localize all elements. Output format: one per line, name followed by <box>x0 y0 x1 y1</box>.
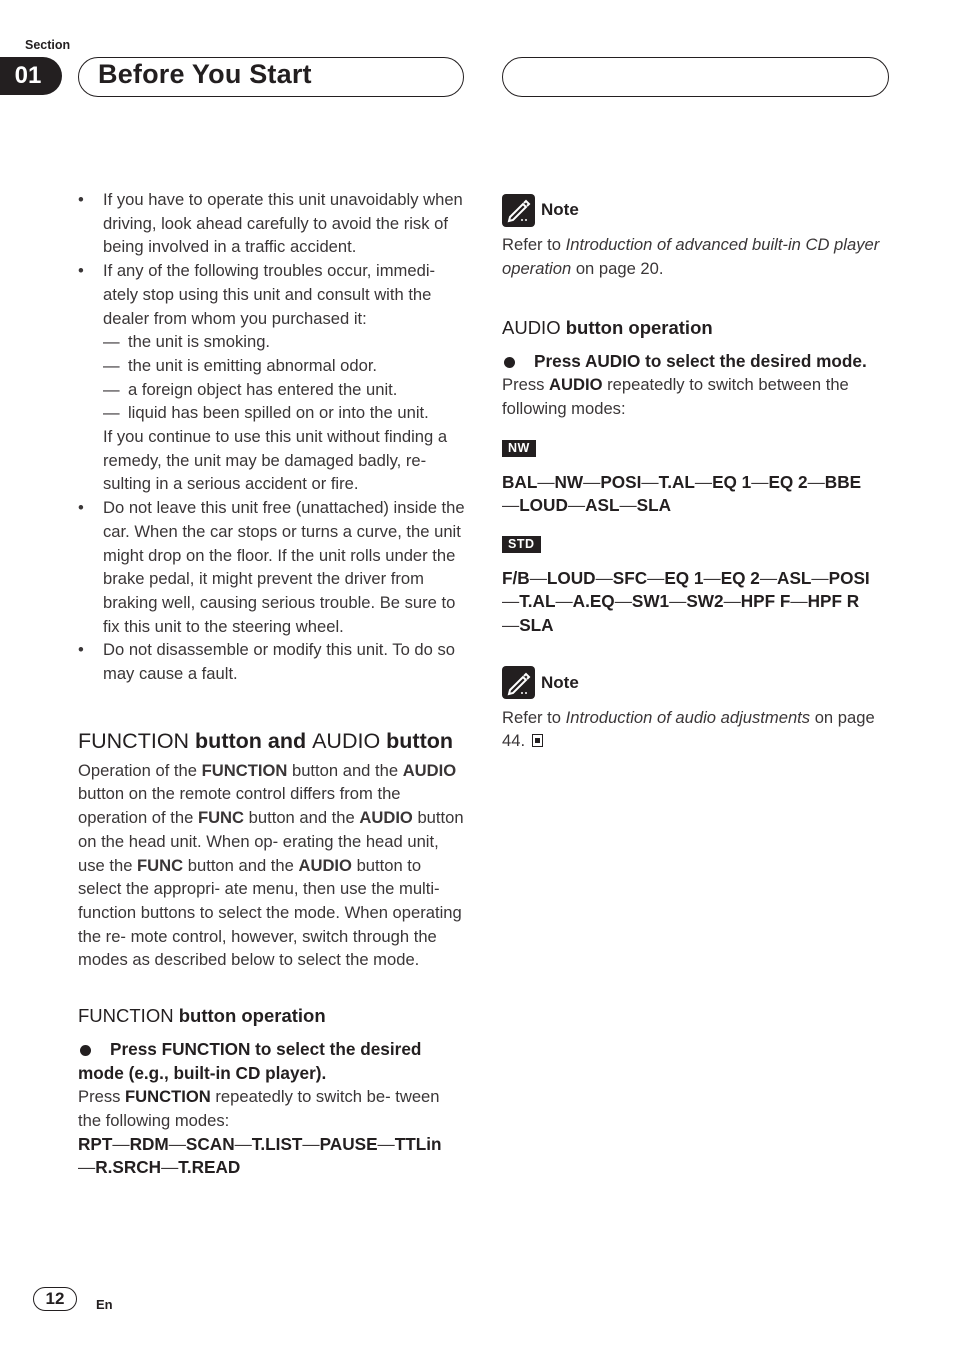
heading-key: AUDIO <box>502 317 561 339</box>
text: Press <box>78 1087 126 1107</box>
note-header <box>502 193 892 227</box>
dash-item <box>103 401 466 425</box>
mode-item: SFC <box>612 567 648 588</box>
mode-item: BAL <box>502 471 538 492</box>
mode-item: POSI <box>828 567 870 588</box>
mode-item: T.LIST <box>251 1133 303 1154</box>
note-label: Note <box>541 200 579 220</box>
mode-separator: — <box>790 591 808 612</box>
nw-tag-row <box>502 435 892 459</box>
left-column <box>78 188 466 1180</box>
keyword: AUDIO <box>549 375 603 395</box>
mode-item: T.AL <box>519 591 556 612</box>
note-text <box>502 233 892 280</box>
mode-separator: — <box>759 567 778 588</box>
mode-item: ASL <box>777 567 812 588</box>
dash-item <box>103 378 466 402</box>
mode-separator: — <box>641 471 659 492</box>
list-item <box>78 259 466 496</box>
keyword: AUDIO <box>359 808 413 828</box>
mode-item: EQ 1 <box>712 471 752 492</box>
note-text <box>502 706 892 753</box>
mode-item: EQ 2 <box>768 471 808 492</box>
mode-separator: — <box>502 495 520 516</box>
mode-item: RPT <box>78 1133 113 1154</box>
mode-item: LOUD <box>546 567 596 588</box>
keyword: FUNC <box>197 808 245 828</box>
text: button and the <box>183 855 299 875</box>
heading-text: button <box>380 728 453 753</box>
dash-item <box>103 330 466 354</box>
text: Refer to <box>502 235 566 254</box>
mode-item: POSI <box>600 471 642 492</box>
audio-step <box>502 349 892 373</box>
page-title: Before You Start <box>98 59 312 89</box>
text: repeatedly to switch between the following modes: <box>502 375 849 419</box>
dash-mark: — <box>103 332 120 352</box>
note-header <box>502 666 892 700</box>
mode-item: F/B <box>502 567 530 588</box>
heading-key: FUNCTION <box>78 1005 174 1027</box>
mode-item: SLA <box>519 615 554 636</box>
mode-item: LOUD <box>519 495 568 516</box>
text: button on the head unit. When op- erating the head unit, use the <box>78 808 464 875</box>
mode-separator: — <box>647 567 665 588</box>
mode-item: SW2 <box>686 591 724 612</box>
mode-item: T.AL <box>658 471 695 492</box>
dash-mark: — <box>103 355 120 375</box>
language-label: En <box>96 1297 113 1312</box>
mode-separator: — <box>502 615 520 636</box>
dash-mark: — <box>103 403 120 423</box>
text: on page 20. <box>571 258 664 278</box>
step-text: Press AUDIO to select the desired mode. <box>534 351 867 372</box>
list-item-text: If any of the following troubles occur, immedi- ately stop using this unit and consult with the dealer from whom you purchased it: <box>103 261 436 328</box>
mode-item: HPF F <box>740 591 791 612</box>
end-mark-icon <box>532 734 543 747</box>
nw-mode-tag: NW <box>502 440 536 457</box>
text: button and the <box>244 808 360 828</box>
list-item: • Do not leave this unit free (unattached) inside the car. When the car stops or turns a curve, the unit might drop on the floor. If the unit rolls under the brake pedal, it might prevent the driver from braking well, causing serious trouble. Be sure to fix this unit to the steering wheel. <box>78 496 466 638</box>
function-description <box>78 1085 466 1132</box>
mode-separator: — <box>595 567 613 588</box>
mode-item: SLA <box>636 495 672 516</box>
pencil-note-icon <box>502 194 535 227</box>
mode-separator: — <box>751 471 769 492</box>
section-heading <box>78 727 466 755</box>
heading-text: button operation <box>173 1005 326 1027</box>
mode-item: EQ 1 <box>664 567 704 588</box>
step-text: Press FUNCTION to select the desired mode (e.g., built-in CD player). <box>78 1039 422 1084</box>
mode-item: PAUSE <box>319 1133 378 1154</box>
continuation-text: If you continue to use this unit without finding a remedy, the unit may be damaged badly, re- sulting in a serious accident or fire. <box>103 427 448 494</box>
mode-item: HPF R <box>807 591 860 612</box>
mode-separator: — <box>807 471 825 492</box>
audio-operation-heading <box>502 316 892 340</box>
mode-separator: — <box>529 567 547 588</box>
std-mode-tag: STD <box>502 536 541 553</box>
dash-mark: — <box>103 379 120 399</box>
text: on page 44. <box>502 707 875 751</box>
note-label: Note <box>541 672 579 692</box>
list-item: • If you have to operate this unit unavoidably when driving, look ahead carefully to avoid the risk of being involved in a traffic accident. <box>78 188 466 259</box>
mode-separator: — <box>567 495 586 516</box>
heading-text: button and <box>189 728 313 753</box>
mode-item: SCAN <box>185 1133 235 1154</box>
mode-separator: — <box>78 1157 96 1178</box>
text: button and the <box>287 760 403 780</box>
mode-separator: — <box>619 495 637 516</box>
intro-paragraph <box>78 759 466 972</box>
pencil-note-icon <box>502 666 535 699</box>
mode-separator: — <box>614 591 632 612</box>
heading-key-audio: AUDIO <box>312 728 381 753</box>
mode-item: BBE <box>824 471 862 492</box>
keyword: FUNCTION <box>201 760 288 780</box>
function-operation-heading <box>78 1004 466 1028</box>
step-bullet-icon <box>80 1045 91 1056</box>
mode-item: RDM <box>129 1133 169 1154</box>
heading-key-function: FUNCTION <box>78 728 190 753</box>
function-modes <box>78 1133 466 1180</box>
mode-separator: — <box>377 1133 395 1154</box>
text: Refer to <box>502 707 566 727</box>
std-tag-row <box>502 531 892 555</box>
std-modes <box>502 567 892 638</box>
keyword: FUNC <box>137 855 184 875</box>
mode-separator: — <box>302 1133 320 1154</box>
mode-separator: — <box>811 567 829 588</box>
section-number-badge: 01 <box>0 57 62 95</box>
mode-item: SW1 <box>631 591 670 612</box>
mode-item: R.SRCH <box>95 1157 162 1178</box>
text: button to select the appropri- ate menu, then use the multi-function buttons to select the mode. When operating the re- mote control, however, switch through the modes as described below to select the mode. <box>78 855 462 970</box>
mode-item: EQ 2 <box>720 567 760 588</box>
dash-item <box>103 354 466 378</box>
dash-item-text: the unit is smoking. <box>128 332 271 352</box>
dash-item-text: liquid has been spilled on or into the unit. <box>128 403 429 423</box>
keyword: AUDIO <box>402 760 457 780</box>
mode-separator: — <box>537 471 555 492</box>
mode-separator: — <box>723 591 741 612</box>
mode-item: NW <box>554 471 584 492</box>
nw-modes <box>502 471 892 518</box>
dash-item-text: the unit is emitting abnormal odor. <box>128 355 378 375</box>
audio-description <box>502 373 892 420</box>
mode-separator: — <box>703 567 721 588</box>
list-item: • Do not disassemble or modify this unit. To do so may cause a fault. <box>78 638 466 685</box>
text: button on the remote control differs from the operation of the <box>78 784 401 828</box>
mode-item: ASL <box>585 495 620 516</box>
dash-item-text: a foreign object has entered the unit. <box>128 379 398 399</box>
mode-item: A.EQ <box>572 591 615 612</box>
mode-separator: — <box>112 1133 130 1154</box>
heading-text: button operation <box>560 317 713 339</box>
text: Press <box>502 375 550 395</box>
safety-list <box>78 188 466 686</box>
step-bullet-icon <box>504 357 515 368</box>
mode-separator: — <box>669 591 687 612</box>
page-number: 12 <box>33 1287 77 1311</box>
keyword: AUDIO <box>298 855 352 875</box>
function-step <box>78 1037 466 1085</box>
text: Operation of the <box>78 760 202 780</box>
mode-separator: — <box>555 591 573 612</box>
section-label: Section <box>25 38 71 52</box>
reference-title: Introduction of advanced built-in CD player operation <box>502 235 880 278</box>
mode-separator: — <box>168 1133 186 1154</box>
text: repeatedly to switch be- tween the following modes: <box>78 1087 440 1130</box>
header-right-frame <box>502 57 889 97</box>
mode-item: T.READ <box>178 1157 241 1178</box>
mode-separator: — <box>161 1157 179 1178</box>
right-column <box>502 188 892 753</box>
mode-separator: — <box>234 1133 252 1154</box>
mode-item: TTLin <box>394 1133 442 1154</box>
mode-separator: — <box>694 471 713 492</box>
mode-separator: — <box>583 471 601 492</box>
keyword: FUNCTION <box>125 1087 211 1107</box>
mode-separator: — <box>502 591 520 612</box>
reference-title: Introduction of audio adjustments <box>565 707 811 727</box>
